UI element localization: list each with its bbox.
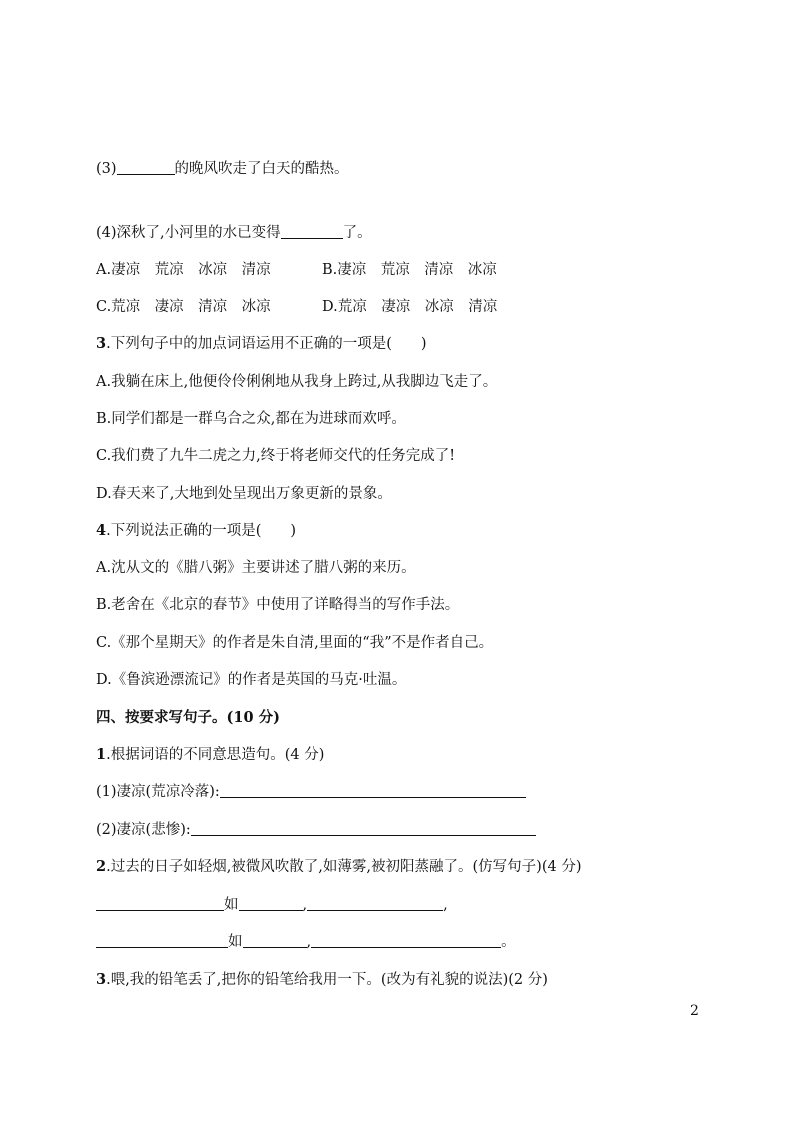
answer-blank[interactable] [243, 932, 307, 948]
s4-q2-stem: 2.过去的日子如轻烟,被微风吹散了,如薄雾,被初阳蒸融了。(仿写句子)(4 分) [96, 858, 582, 875]
q4-option-c[interactable]: C.《那个星期天》的作者是朱自清,里面的“我”不是作者自己。 [96, 635, 494, 651]
q2-options-ab [96, 260, 497, 280]
section-title: 四、按要求写句子。(10 分) [96, 709, 280, 726]
q3-stem: 3.下列句子中的加点词语运用不正确的一项是( ) [96, 335, 427, 352]
q4-stem: 4.下列说法正确的一项是( ) [96, 522, 297, 539]
answer-line[interactable] [220, 782, 526, 798]
q3-option-c[interactable]: C.我们费了九牛二虎之力,终于将老师交代的任务完成了! [96, 448, 456, 464]
option-b[interactable]: B.凄凉 荒凉 清凉 冰凉 [322, 262, 497, 278]
s4-q2-line1: 如 , , [96, 895, 448, 915]
answer-line[interactable] [191, 820, 536, 836]
answer-blank[interactable] [239, 895, 303, 911]
answer-blank[interactable] [96, 932, 228, 948]
page-number: 2 [690, 1003, 699, 1019]
option-d[interactable]: D.荒凉 凄凉 冰凉 清凉 [322, 299, 498, 315]
answer-blank[interactable] [96, 895, 224, 911]
option-a[interactable]: A.凄凉 荒凉 冰凉 清凉 [96, 262, 271, 278]
q2-options-cd [96, 297, 497, 317]
q4-option-b[interactable]: B.老舍在《北京的春节》中使用了详略得当的写作手法。 [96, 597, 460, 613]
s4-q2-line2: 如 , 。 [96, 932, 516, 952]
q2-item4: (4)深秋了,小河里的水已变得 了。 [96, 225, 372, 241]
q3-option-a[interactable]: A.我躺在床上,他便伶伶俐俐地从我身上跨过,从我脚边飞走了。 [96, 374, 498, 390]
s4-q1-stem: 1.根据词语的不同意思造句。(4 分) [96, 746, 325, 763]
option-c[interactable]: C.荒凉 凄凉 清凉 冰凉 [96, 299, 271, 315]
s4-q1-item1: (1)凄凉(荒凉冷落): [96, 782, 526, 802]
q4-option-a[interactable]: A.沈从文的《腊八粥》主要讲述了腊八粥的来历。 [96, 560, 416, 576]
answer-blank[interactable] [117, 159, 175, 175]
answer-blank[interactable] [307, 895, 443, 911]
q4-option-d[interactable]: D.《鲁滨逊漂流记》的作者是英国的马克·吐温。 [96, 672, 407, 688]
answer-blank[interactable] [281, 223, 343, 239]
q2-item3: (3) 的晚风吹走了白天的酷热。 [96, 161, 349, 177]
q3-option-b[interactable]: B.同学们都是一群乌合之众,都在为进球而欢呼。 [96, 411, 406, 427]
q3-option-d[interactable]: D.春天来了,大地到处呈现出万象更新的景象。 [96, 486, 392, 502]
s4-q1-item2: (2)凄凉(悲惨): [96, 820, 536, 840]
s4-q3-stem: 3.喂,我的铅笔丢了,把你的铅笔给我用一下。(改为有礼貌的说法)(2 分) [96, 971, 548, 988]
answer-blank[interactable] [311, 932, 501, 948]
